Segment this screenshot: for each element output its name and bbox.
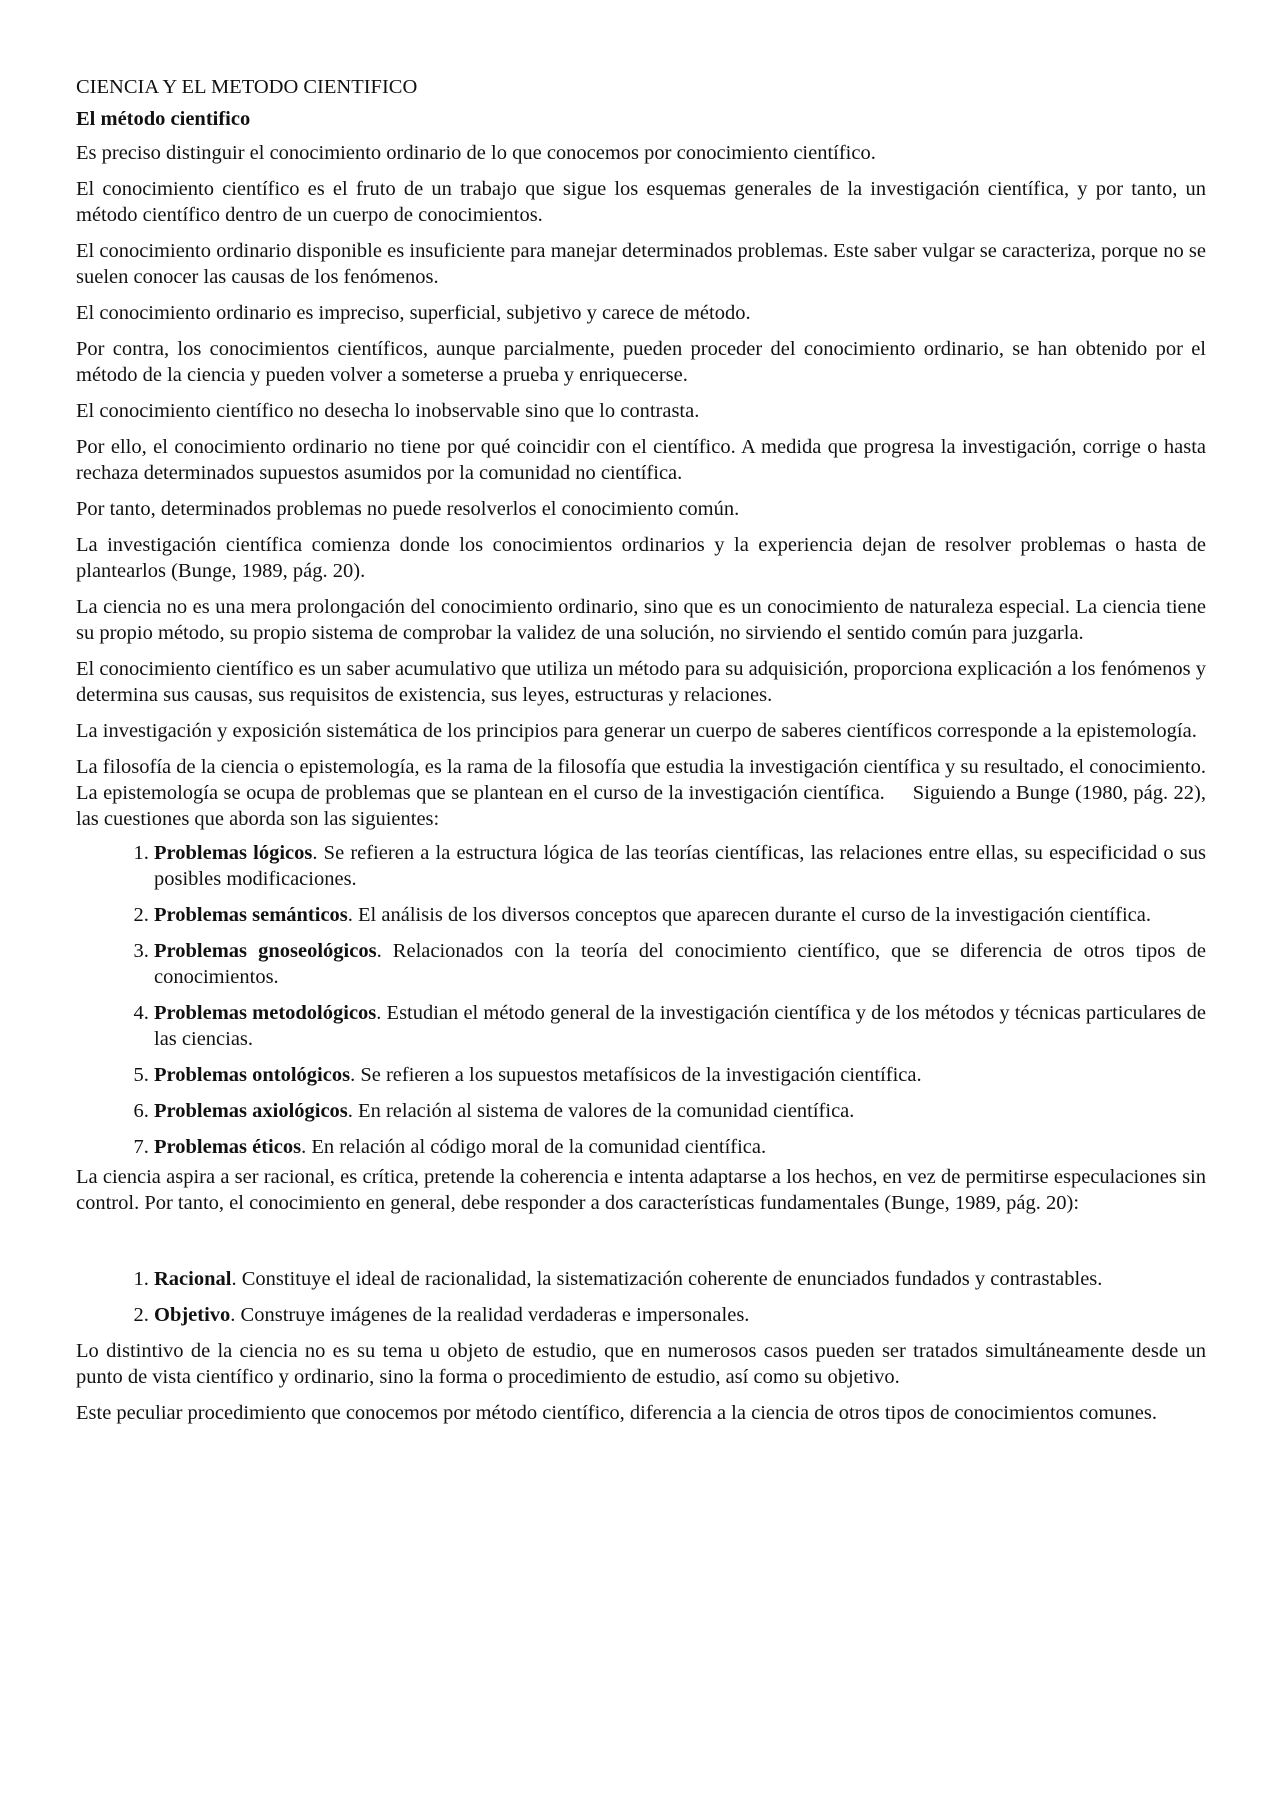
epistemology-paragraph xyxy=(76,754,1206,832)
paragraph: La ciencia no es una mera prolongación del conocimiento ordinario, sino que es un conocimiento de naturaleza especial. La ciencia tiene su propio método, su propio sistema de comprobar la validez de una solución, no sirviendo el sentido común para juzgarla. xyxy=(76,596,1206,644)
list-item-term: Problemas axiológicos xyxy=(154,1100,348,1122)
list-item-term: Problemas metodológicos xyxy=(154,1002,377,1024)
paragraph: La investigación científica comienza donde los conocimientos ordinarios y la experiencia dejan de resolver problemas o hasta de plantearlos (Bunge, 1989, pág. 20). xyxy=(76,534,1206,582)
paragraph: El conocimiento ordinario disponible es insuficiente para manejar determinados problemas. Este saber vulgar se caracteriza, porque no se suelen conocer las causas de los fenómenos. xyxy=(76,240,1206,288)
epistemology-text-part1: La filosofía de la ciencia o epistemología, es la rama de la filosofía que estudia la investigación científica y su resultado, el conocimiento. La epistemología se ocupa de problemas que se plantean en el curso de la investigación científica. xyxy=(76,756,1206,804)
list-item-text: . Relacionados con la teoría del conocimiento científico, que se diferencia de otros tipos de conocimientos. xyxy=(154,940,1206,988)
list-item-text: . Se refieren a la estructura lógica de las teorías científicas, las relaciones entre ellas, su especificidad o sus posibles modificaciones. xyxy=(154,842,1206,890)
paragraph: Por contra, los conocimientos científicos, aunque parcialmente, pueden proceder del conocimiento ordinario, se han obtenido por el método de la ciencia y pueden volver a someterse a prueba y enriquecerse. xyxy=(76,338,1206,386)
epistemology-text-part2: Siguiendo a Bunge (1980, pág. 22), las cuestiones que aborda son las siguientes: xyxy=(76,782,1206,830)
paragraph: El conocimiento científico es un saber acumulativo que utiliza un método para su adquisición, proporciona explicación a los fenómenos y determina sus causas, sus requisitos de existencia, sus leyes, estructuras y relaciones. xyxy=(76,658,1206,706)
list-item-text: . En relación al código moral de la comunidad científica. xyxy=(301,1136,767,1158)
list-item xyxy=(154,938,1206,990)
list-item-term: Problemas ontológicos xyxy=(154,1064,351,1086)
list-item-text: . Constituye el ideal de racionalidad, la sistematización coherente de enunciados fundados y contrastables. xyxy=(231,1268,1103,1290)
list-item xyxy=(154,1134,1206,1160)
science-paragraph: La ciencia aspira a ser racional, es crítica, pretende la coherencia e intenta adaptarse a los hechos, en vez de permitirse especulaciones sin control. Por tanto, el conocimiento en general, debe responder a dos características fundamentales (Bunge, 1989, pág. 20): xyxy=(76,1166,1206,1214)
list-item-term: Objetivo xyxy=(154,1304,231,1326)
list-item-text: . En relación al sistema de valores de la comunidad científica. xyxy=(347,1100,855,1122)
list-item-text: . Construye imágenes de la realidad verdaderas e impersonales. xyxy=(230,1304,750,1326)
paragraph: El conocimiento científico es el fruto de un trabajo que sigue los esquemas generales de la investigación científica, y por tanto, un método científico dentro de un cuerpo de conocimientos. xyxy=(76,178,1206,226)
list-item xyxy=(154,1302,1206,1328)
paragraph: La investigación y exposición sistemática de los principios para generar un cuerpo de saberes científicos corresponde a la epistemología. xyxy=(76,720,1197,742)
list-item-text: . El análisis de los diversos conceptos que aparecen durante el curso de la investigación científica. xyxy=(347,904,1151,926)
paragraph: Es preciso distinguir el conocimiento ordinario de lo que conocemos por conocimiento científico. xyxy=(76,142,876,164)
list-item xyxy=(154,1062,1206,1088)
list-item xyxy=(154,902,1206,928)
list-item-term: Problemas éticos xyxy=(154,1136,302,1158)
list-item xyxy=(154,1098,1206,1124)
section-heading: El método cientifico xyxy=(76,108,251,130)
list-item-term: Problemas semánticos xyxy=(154,904,348,926)
paragraph: El conocimiento ordinario es impreciso, superficial, subjetivo y carece de método. xyxy=(76,302,751,324)
list-item xyxy=(154,1000,1206,1052)
paragraph: Este peculiar procedimiento que conocemos por método científico, diferencia a la ciencia de otros tipos de conocimientos comunes. xyxy=(76,1402,1157,1424)
paragraph: Por tanto, determinados problemas no puede resolverlos el conocimiento común. xyxy=(76,498,740,520)
paragraph: Lo distintivo de la ciencia no es su tema u objeto de estudio, que en numerosos casos pueden ser tratados simultáneamente desde un punto de vista científico y ordinario, sino la forma o procedimiento de estudio, así como su objetivo. xyxy=(76,1340,1206,1388)
document-page xyxy=(76,74,1206,1436)
list-item-term: Problemas lógicos xyxy=(154,842,313,864)
list-item-text: . Estudian el método general de la investigación científica y de los métodos y técnicas particulares de las ciencias. xyxy=(154,1002,1207,1050)
blank-line xyxy=(76,1226,1206,1266)
document-title: CIENCIA Y EL METODO CIENTIFICO xyxy=(76,76,418,98)
paragraph: El conocimiento científico no desecha lo inobservable sino que lo contrasta. xyxy=(76,400,700,422)
paragraph: Por ello, el conocimiento ordinario no tiene por qué coincidir con el científico. A medida que progresa la investigación, corrige o hasta rechaza determinados supuestos asumidos por la comunidad no científica. xyxy=(76,436,1206,484)
list-item-term: Racional xyxy=(154,1268,232,1290)
problems-list xyxy=(76,840,1206,1160)
characteristics-list xyxy=(76,1266,1206,1328)
list-item xyxy=(154,1266,1206,1292)
list-item-text: . Se refieren a los supuestos metafísicos de la investigación científica. xyxy=(350,1064,922,1086)
list-item xyxy=(154,840,1206,892)
list-item-term: Problemas gnoseológicos xyxy=(154,940,377,962)
